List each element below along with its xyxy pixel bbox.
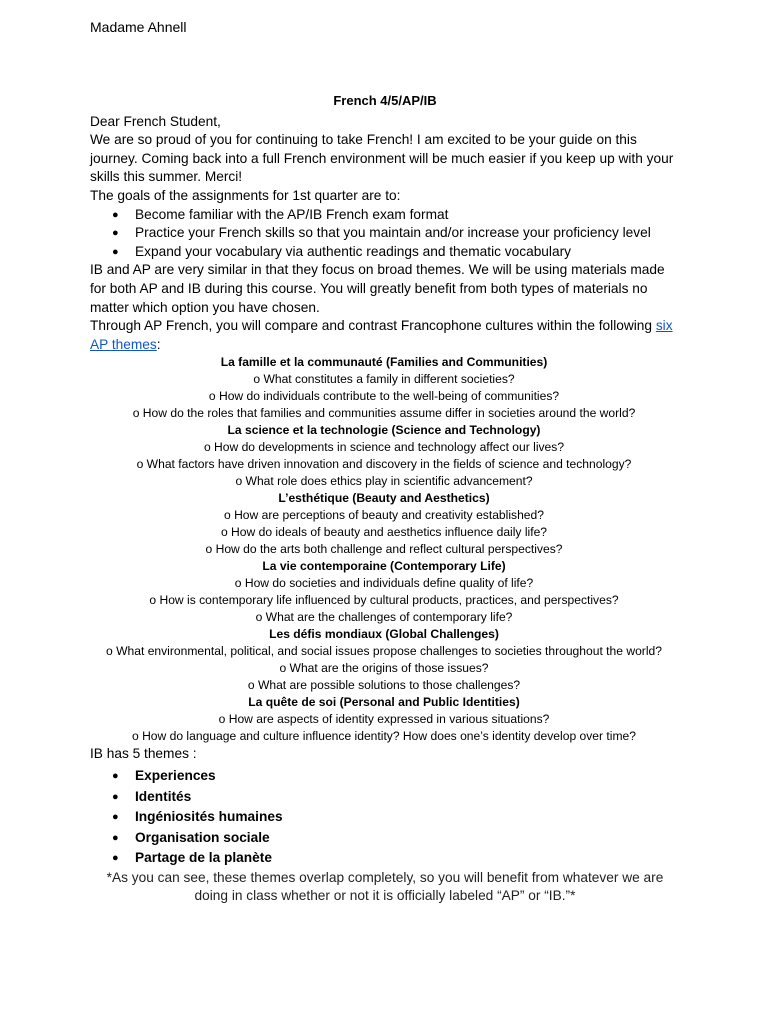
theme-title: Les défis mondiaux (Global Challenges) [269, 627, 499, 642]
goal-item: ● Expand your vocabulary via authentic readings and thematic vocabulary [90, 243, 680, 262]
theme-question: o How do the arts both challenge and reflect cultural perspectives? [205, 542, 563, 557]
theme-question: o What environmental, political, and social issues propose challenges to societies throughout the world? [106, 644, 662, 659]
author-name: Madame Ahnell [90, 19, 187, 35]
ib-theme-item: ● Organisation sociale [90, 828, 680, 849]
theme-title: L’esthétique (Beauty and Aesthetics) [278, 491, 490, 506]
theme-question: o What are possible solutions to those challenges? [247, 678, 521, 693]
ap-themes [0, 354, 768, 745]
ib-theme-item: ● Partage de la planète [90, 848, 680, 869]
ap-intro-text: Through AP French, you will compare and contrast Francophone cultures within the following [90, 318, 652, 334]
theme-title: La famille et la communauté (Families and Communities) [220, 355, 548, 370]
theme-question: o How are aspects of identity expressed in various situations? [218, 712, 550, 727]
goals-intro: The goals of the assignments for 1st quarter are to: [90, 187, 401, 203]
theme-question: o How do the roles that families and communities assume differ in societies around the world? [132, 406, 636, 421]
ap-intro-paragraph [90, 317, 680, 354]
goal-item: ● Become familiar with the AP/IB French exam format [90, 206, 680, 225]
goal-item: ● Practice your French skills so that you maintain and/or increase your proficiency level [90, 224, 680, 243]
theme-question: o How do ideals of beauty and aesthetics influence daily life? [220, 525, 548, 540]
document-title: French 4/5/AP/IB [333, 93, 437, 108]
ib-themes-list [90, 766, 680, 869]
theme-question: o What role does ethics play in scientific advancement? [235, 474, 533, 489]
theme-question: o What are the challenges of contemporary life? [255, 610, 513, 625]
theme-question: o What constitutes a family in different societies? [253, 372, 515, 387]
theme-question: o What are the origins of those issues? [279, 661, 489, 676]
ib-theme-item: ● Experiences [90, 766, 680, 787]
goals-list [90, 206, 680, 262]
intro-paragraph: We are so proud of you for continuing to take French! I am excited to be your guide on this journey. Coming back into a full French environment will be much easier if you keep up with your skills this summer. Merci! [90, 132, 674, 185]
theme-question: o How is contemporary life influenced by cultural products, practices, and perspectives? [149, 593, 619, 608]
theme-title: La quête de soi (Personal and Public Identities) [248, 695, 520, 710]
theme-question: o How do developments in science and technology affect our lives? [203, 440, 565, 455]
theme-question: o How do individuals contribute to the well-being of communities? [208, 389, 560, 404]
letter-body [90, 92, 680, 906]
ib-intro: IB has 5 themes : [90, 746, 197, 762]
theme-question: o What factors have driven innovation and discovery in the fields of science and technology? [136, 457, 632, 472]
theme-title: La science et la technologie (Science and Technology) [227, 423, 541, 438]
theme-question: o How do language and culture influence identity? How does one’s identity develop over time? [131, 729, 636, 744]
six-ap-themes-link[interactable]: six AP themes [90, 318, 673, 352]
ib-theme-item: ● Identités [90, 787, 680, 808]
closing-note: *As you can see, these themes overlap completely, so you will benefit from whatever we are doing in class whether or not it is officially labeled “AP” or “IB.”* [106, 869, 664, 904]
ib-ap-paragraph: IB and AP are very similar in that they focus on broad themes. We will be using materials made for both AP and IB during this course. You will greatly benefit from both types of materials no matter which option you have chosen. [90, 262, 665, 315]
ap-link-suffix: : [156, 336, 161, 352]
greeting: Dear French Student, [90, 113, 221, 129]
ib-theme-item: ● Ingéniosités humaines [90, 807, 680, 828]
theme-question: o How are perceptions of beauty and creativity established? [223, 508, 544, 523]
theme-question: o How do societies and individuals define quality of life? [234, 576, 534, 591]
theme-title: La vie contemporaine (Contemporary Life) [262, 559, 506, 574]
